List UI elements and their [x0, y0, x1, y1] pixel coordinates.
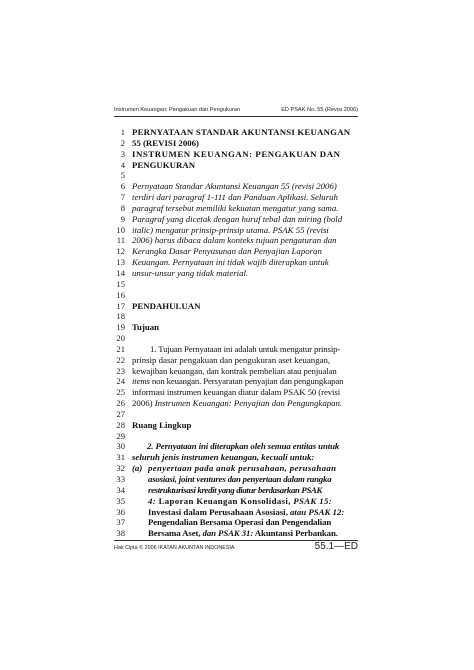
text-line [114, 431, 358, 442]
line-number: 25 [116, 387, 125, 398]
line-number: 6 [120, 181, 125, 192]
text-line [114, 246, 358, 257]
intro-line: terdiri dari paragraf 1-111 dan Panduan Aplikasi. Seluruh [132, 192, 338, 203]
standard-title-line: PERNYATAAN STANDAR AKUNTANSI KEUANGAN [132, 127, 351, 137]
text-line [114, 268, 358, 279]
paragraph-line: kewajiban keuangan, dan kontrak pembelian atau penjualan [132, 365, 337, 376]
text-line [114, 463, 358, 474]
line-number: 30 [116, 441, 125, 452]
line-number: 3 [120, 148, 125, 159]
text-line [114, 192, 358, 203]
text-line [114, 420, 358, 431]
line-number: 29 [116, 430, 125, 441]
principle-text: 4: [148, 495, 159, 506]
text-line [114, 344, 358, 355]
text-line [114, 290, 358, 301]
line-number: 22 [116, 354, 125, 365]
text-line [114, 474, 358, 485]
principle-line: seluruh jenis instrumen keuangan, kecuali untuk: [132, 452, 315, 463]
principle-text: PSAK 15: [290, 495, 332, 506]
line-number: 16 [116, 289, 125, 300]
running-header-standard: ED PSAK No. 55 (Revisi 2006) [281, 107, 358, 113]
text-line [114, 311, 358, 322]
intro-line: Paragraf yang dicetak dengan huruf tebal dan miring (bold [132, 213, 343, 224]
text-line [114, 485, 358, 496]
running-header-title: Instrumen Keuangan: Pengakuan dan Pengukuran [114, 107, 240, 113]
principle-line [148, 507, 358, 518]
standard-title-line: PENGUKURAN [132, 159, 196, 170]
text-line [114, 279, 358, 290]
principle-text: atau PSAK 12: [287, 506, 345, 517]
line-number: 12 [116, 246, 125, 257]
line-number: 5 [120, 170, 125, 181]
line-number: 27 [116, 408, 125, 419]
page-number: 55.1—ED [314, 541, 358, 552]
paragraph-line [132, 376, 358, 387]
text-line [114, 235, 358, 246]
standard-reference: Pengendalian Bersama Operasi dan Pengendalian [148, 517, 332, 528]
line-number: 33 [116, 474, 125, 484]
principle-line: 2. Pernyataan ini diterapkan oleh semua entitas untuk [147, 441, 340, 452]
principle-line: penyertaan pada anak perusahaan, perusahaan [148, 463, 337, 474]
document-body [114, 127, 358, 539]
text-line [114, 127, 358, 138]
line-number: 19 [116, 322, 125, 333]
text-line [114, 528, 358, 539]
line-number: 36 [116, 506, 125, 517]
text-line [114, 138, 358, 149]
text-line [114, 203, 358, 214]
line-number: 35 [116, 495, 125, 506]
intro-line: Kerangka Dasar Penyusunan dan Penyajian Laporan [132, 246, 322, 257]
line-number: 17 [116, 300, 125, 311]
text-line [114, 257, 358, 268]
line-number: 4 [120, 159, 125, 170]
text-line [114, 181, 358, 192]
line-number: 38 [116, 528, 125, 539]
text-line [114, 507, 358, 518]
text-line [114, 225, 358, 236]
intro-line: paragraf tersebut memiliki kekuatan mengatur yang sama. [132, 202, 339, 213]
line-number: 2 [120, 137, 125, 148]
paragraph-text: non keuangan. Persyaratan penyajian dan pengungkapan [149, 376, 344, 387]
line-number: 26 [116, 398, 125, 409]
paragraph-line: 1. Tujuan Pernyataan ini adalah untuk mengatur prinsip- [150, 343, 341, 354]
text-line [114, 496, 358, 507]
intro-line: 2006) harus dibaca dalam konteks tujuan pengaturan dan [132, 235, 337, 246]
standard-reference: Laporan Keuangan Konsolidasi, [158, 495, 291, 506]
principle-line: restrukturisasi kredit yang diatur berdasarkan PSAK [148, 484, 323, 495]
text-line [114, 322, 358, 333]
intro-line: Pernyataan Standar Akuntansi Keuangan 55 (revisi 2006) [132, 181, 337, 192]
intro-line: italic) mengatur prinsip-prinsip utama. PSAK 55 (revisi [132, 224, 329, 235]
principle-text: dan PSAK 31: [200, 528, 254, 539]
line-number: 34 [116, 484, 125, 495]
standard-title-line: INSTRUMEN KEUANGAN: PENGAKUAN DAN [132, 148, 341, 159]
subsection-heading: Ruang Lingkup [132, 419, 192, 430]
line-number: 37 [116, 517, 125, 528]
line-number: 14 [116, 267, 125, 278]
text-line [114, 409, 358, 420]
text-line [114, 387, 358, 398]
line-number: 1 [120, 127, 125, 137]
standard-reference: Akuntansi Perbankan. [253, 528, 338, 539]
italic-term: items [132, 376, 150, 387]
line-number: 11 [116, 235, 125, 246]
line-number: 13 [116, 257, 125, 268]
text-line [114, 160, 358, 171]
text-line [114, 441, 358, 452]
paragraph-text: 2006) [132, 398, 155, 409]
principle-line [148, 528, 358, 539]
text-line [114, 398, 358, 409]
subsection-heading: Tujuan [132, 322, 160, 333]
line-number: 18 [116, 311, 125, 322]
line-number: 15 [116, 278, 125, 289]
text-line [114, 301, 358, 312]
line-number: 31 [116, 452, 125, 463]
line-number: 10 [116, 224, 125, 235]
copyright-notice: Hak Cipta © 2006 IKATAN AKUNTAN INDONESIA [114, 545, 235, 551]
paragraph-line: prinsip dasar pengakuan dan pengukuran aset keuangan, [132, 354, 331, 365]
text-line [114, 149, 358, 160]
text-line [114, 214, 358, 225]
text-line [114, 376, 358, 387]
text-line [114, 517, 358, 528]
paragraph-line: informasi instrumen keuangan diatur dalam PSAK 50 (revisi [132, 387, 341, 398]
intro-line: Keuangan. Pernyataan ini tidak wajib diterapkan untuk [132, 257, 329, 268]
line-number: 28 [116, 419, 125, 430]
text-line [114, 452, 358, 463]
line-number: 20 [116, 333, 125, 344]
list-marker: (a) [132, 463, 143, 474]
line-number: 32 [116, 463, 125, 474]
text-line [114, 170, 358, 181]
paragraph-line [132, 398, 358, 409]
intro-line: unsur-unsur yang tidak material. [132, 267, 249, 278]
line-number: 7 [120, 192, 125, 203]
line-number: 9 [120, 213, 125, 224]
line-number: 23 [116, 365, 125, 376]
line-number: 8 [120, 202, 125, 213]
standard-reference: Instrumen Keuangan: Penyajian dan Pengungkapan. [154, 398, 343, 409]
section-heading: PENDAHULUAN [132, 300, 201, 311]
header-divider [114, 116, 358, 117]
line-number: 24 [116, 376, 125, 387]
standard-reference: Bersama Aset, [148, 528, 201, 539]
standard-reference: Investasi dalam Perusahaan Asosiasi, [148, 506, 288, 517]
line-number: 21 [116, 343, 125, 354]
standard-title-line: 55 (REVISI 2006) [132, 137, 199, 148]
text-line [114, 333, 358, 344]
text-line [114, 366, 358, 377]
principle-line: asosiasi, joint ventures dan penyertaan dalam rangka [148, 474, 332, 484]
text-line [114, 355, 358, 366]
principle-line [148, 496, 358, 507]
